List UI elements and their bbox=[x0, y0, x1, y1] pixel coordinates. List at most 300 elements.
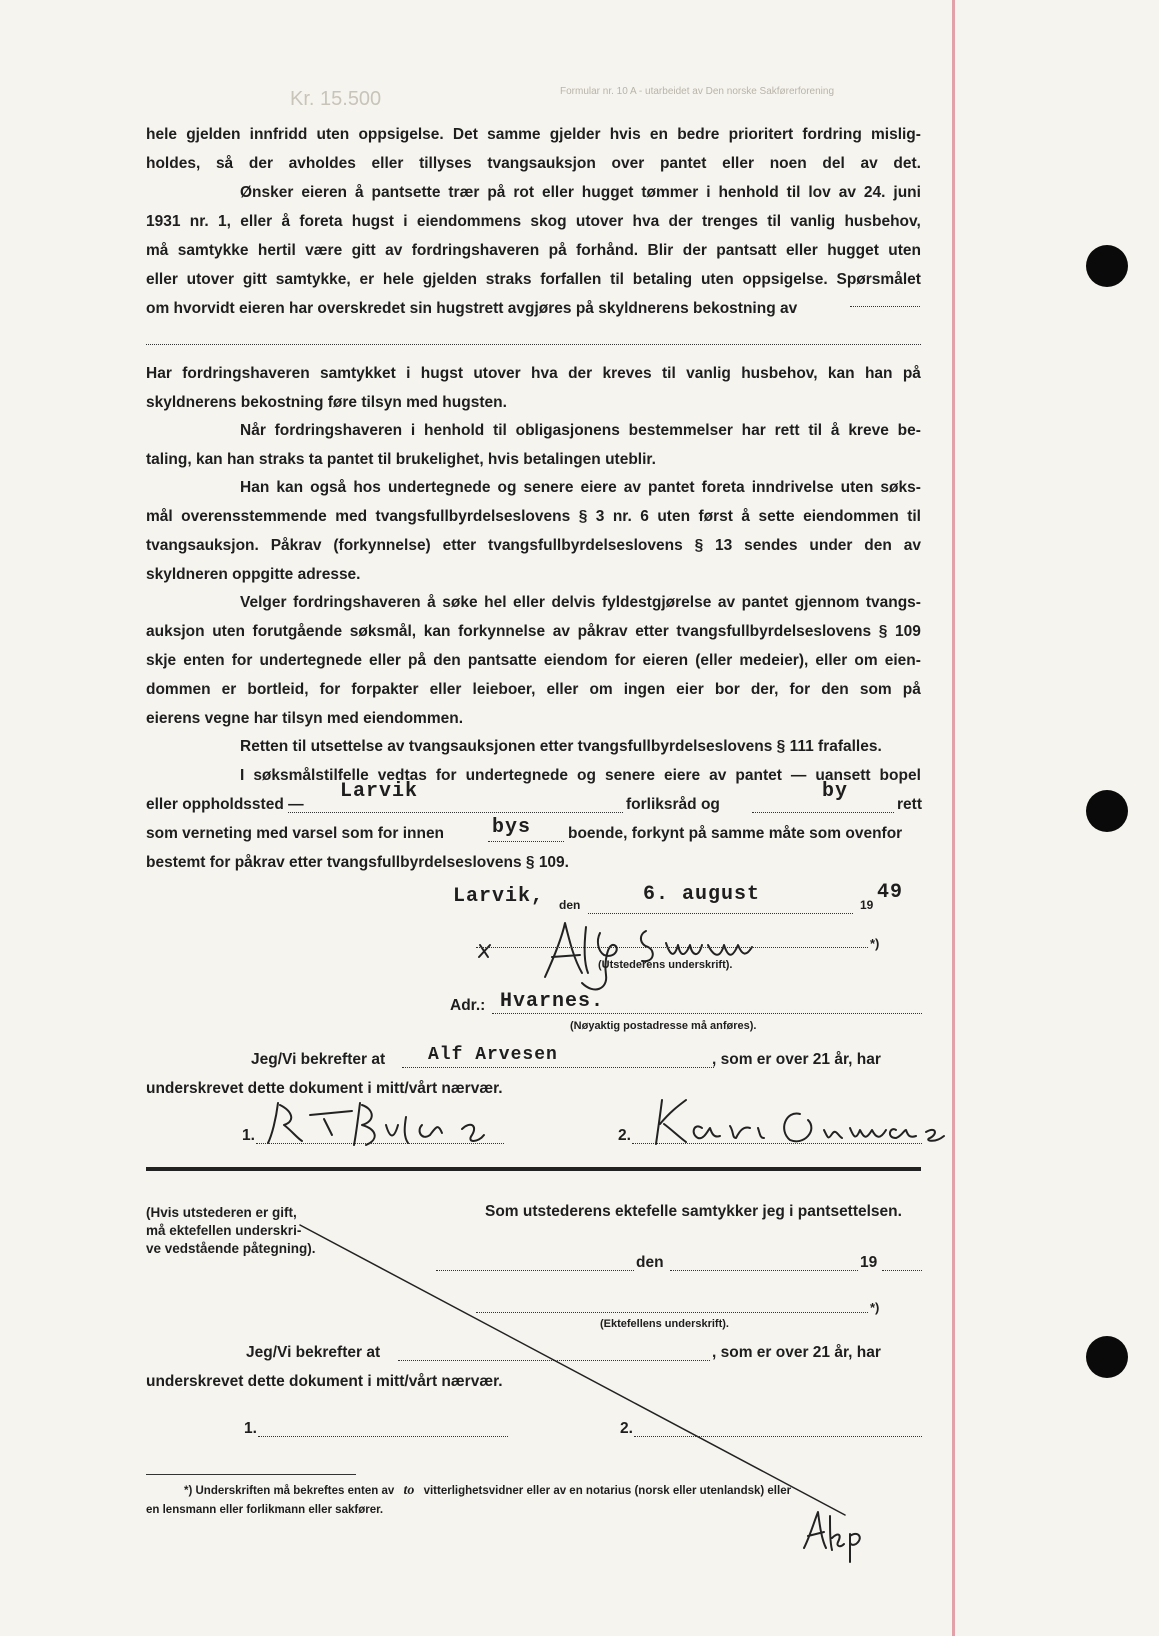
word: uten bbox=[888, 242, 921, 259]
word: fordringshaveren bbox=[411, 242, 540, 259]
venue-suffix: rett bbox=[897, 796, 922, 813]
word: pantsette bbox=[371, 184, 441, 201]
word: delvis bbox=[551, 594, 596, 611]
justified-line bbox=[146, 502, 921, 531]
word: den bbox=[821, 681, 849, 698]
word: har bbox=[741, 422, 766, 439]
word: eller bbox=[541, 184, 574, 201]
word: pantet bbox=[648, 479, 695, 496]
word: over bbox=[611, 155, 645, 172]
word: foreta bbox=[701, 479, 745, 496]
word: henhold bbox=[718, 184, 779, 201]
word: senere bbox=[604, 767, 655, 784]
word: hugst bbox=[420, 365, 463, 382]
word: hertil bbox=[257, 242, 296, 259]
witness-number: 1. bbox=[242, 1127, 255, 1144]
word: han bbox=[864, 365, 893, 382]
word: § bbox=[694, 537, 704, 554]
word: pantet bbox=[735, 767, 782, 784]
spouse-witness-number: 1. bbox=[244, 1420, 257, 1437]
word: hos bbox=[353, 479, 381, 496]
footnote-line: en lensmann eller forlikmann eller sakfører. bbox=[146, 1504, 384, 1516]
venue-line2b: boende, forkynt på samme måte som ovenfor bbox=[568, 825, 903, 842]
word: etter bbox=[442, 537, 477, 554]
word: fordringshaveren bbox=[293, 594, 421, 611]
word: eller bbox=[429, 681, 462, 698]
word: bopel bbox=[879, 767, 921, 784]
year-prefix: 19 bbox=[860, 898, 874, 912]
word: utover bbox=[575, 213, 624, 230]
word: Ønsker bbox=[240, 184, 294, 201]
word: straks bbox=[485, 271, 532, 288]
word: mislig- bbox=[870, 126, 921, 143]
word: for bbox=[319, 681, 341, 698]
word: henhold bbox=[424, 422, 485, 439]
word: for bbox=[435, 767, 457, 784]
word: oppsigelse. bbox=[358, 126, 444, 143]
word: gjelder bbox=[549, 126, 601, 143]
word: i bbox=[410, 422, 416, 439]
word: eller bbox=[146, 271, 178, 288]
word: eiendom bbox=[543, 652, 608, 669]
word: med bbox=[335, 508, 368, 525]
word: å bbox=[354, 184, 364, 201]
paragraph-5 bbox=[146, 473, 921, 589]
issuer-signature-label: (Utstederens underskrift). bbox=[598, 959, 733, 971]
word: prioritert bbox=[728, 126, 794, 143]
word: å bbox=[741, 508, 751, 525]
word: dommen bbox=[146, 681, 211, 698]
justified-line bbox=[146, 178, 921, 207]
justified-line bbox=[146, 207, 921, 236]
word: er bbox=[221, 681, 237, 698]
word: forfallen bbox=[540, 271, 602, 288]
word: i bbox=[706, 184, 711, 201]
justified-line bbox=[146, 149, 921, 178]
word: den bbox=[433, 652, 461, 669]
word: eller bbox=[815, 652, 848, 669]
word: på bbox=[487, 184, 506, 201]
word: søksmålstilfelle bbox=[253, 767, 369, 784]
word: eller bbox=[785, 242, 818, 259]
word: uansett bbox=[815, 767, 871, 784]
justified-line bbox=[146, 265, 921, 294]
word: skog bbox=[530, 213, 567, 230]
den-label: den bbox=[559, 898, 581, 912]
word: 1, bbox=[218, 213, 231, 230]
word: uten bbox=[700, 271, 734, 288]
word: på bbox=[408, 652, 427, 669]
word: om bbox=[854, 652, 878, 669]
word: hugst bbox=[351, 213, 394, 230]
word: § bbox=[878, 623, 888, 640]
blank-line bbox=[288, 812, 623, 813]
word: husbehov, bbox=[844, 213, 921, 230]
word: der bbox=[682, 242, 707, 259]
blank-line bbox=[488, 841, 564, 842]
word: holdes, bbox=[146, 155, 201, 172]
justified-line bbox=[146, 416, 921, 445]
initials-mark bbox=[800, 1508, 870, 1558]
word: søks- bbox=[880, 479, 921, 496]
word: undertegnede bbox=[387, 479, 491, 496]
word: utover bbox=[473, 365, 521, 382]
blank-line bbox=[492, 1013, 922, 1014]
justified-line bbox=[146, 236, 921, 265]
adr-label: Adr.: bbox=[450, 997, 486, 1014]
blank-line bbox=[476, 947, 868, 948]
spouse-consent: Som utstederens ektefelle samtykker jeg i pantsettelsen. bbox=[485, 1203, 902, 1220]
spouse-den-label: den bbox=[636, 1254, 664, 1271]
word: der bbox=[668, 213, 693, 230]
word: rett bbox=[774, 422, 800, 439]
word: tvangsfullbyrdelseslovens bbox=[488, 537, 683, 554]
word: eiere bbox=[663, 767, 701, 784]
word: eier bbox=[676, 681, 704, 698]
word: en bbox=[649, 126, 669, 143]
word: pantet bbox=[659, 155, 707, 172]
word: den bbox=[864, 537, 892, 554]
spouse-footnote-marker: *) bbox=[870, 1300, 880, 1315]
word: eller bbox=[240, 213, 273, 230]
witness-2-signature bbox=[640, 1090, 940, 1150]
word: på bbox=[548, 242, 567, 259]
word: enten bbox=[183, 652, 225, 669]
word: Har bbox=[146, 365, 172, 382]
word: søksmål, bbox=[349, 623, 417, 640]
word: være bbox=[305, 242, 343, 259]
word: hvis bbox=[609, 126, 641, 143]
spouse-signature-label: (Ektefellens underskrift). bbox=[600, 1318, 729, 1330]
word: av bbox=[709, 767, 727, 784]
word: bor bbox=[714, 681, 740, 698]
punch-hole bbox=[1086, 245, 1128, 287]
word: og bbox=[497, 479, 517, 496]
word: forkynnelse bbox=[458, 623, 546, 640]
word: samtykket bbox=[320, 365, 396, 382]
text-line: skyldneren oppgitte adresse. bbox=[146, 566, 361, 583]
witness-number: 2. bbox=[618, 1127, 631, 1144]
word: Det bbox=[452, 126, 478, 143]
word: pantsatte bbox=[467, 652, 537, 669]
word: gitt bbox=[351, 242, 376, 259]
paragraph-4 bbox=[146, 416, 921, 474]
word: samtykke bbox=[177, 242, 249, 259]
word: nr. bbox=[189, 213, 209, 230]
word: til bbox=[661, 365, 676, 382]
word: (forkynnelse) bbox=[333, 537, 431, 554]
footnote-rule bbox=[146, 1474, 356, 1475]
word: først bbox=[698, 508, 733, 525]
word: be- bbox=[897, 422, 921, 439]
word: I bbox=[240, 767, 245, 784]
word: av bbox=[903, 537, 921, 554]
text-line: skyldnerens bekostning føre tilsyn med hugsten. bbox=[146, 394, 507, 411]
blank-line bbox=[402, 1067, 714, 1068]
word: uten bbox=[316, 126, 350, 143]
word: for bbox=[231, 652, 253, 669]
word: eiendommens bbox=[416, 213, 522, 230]
blank-line bbox=[850, 306, 920, 307]
word: hele bbox=[382, 271, 414, 288]
word: av bbox=[385, 242, 403, 259]
word: der bbox=[568, 365, 593, 382]
paragraph-7 bbox=[146, 732, 921, 761]
word: forutgående bbox=[252, 623, 343, 640]
word: der bbox=[248, 155, 273, 172]
word: under bbox=[809, 537, 853, 554]
word: kreves bbox=[602, 365, 652, 382]
word: vanlig bbox=[790, 213, 836, 230]
word: søke bbox=[442, 594, 478, 611]
word: til bbox=[493, 422, 507, 439]
word: 3 bbox=[595, 508, 605, 525]
word: fordringshaveren bbox=[182, 365, 310, 382]
paragraph-8 bbox=[146, 761, 921, 790]
issuer-signature bbox=[470, 915, 800, 995]
word: oppsigelse. bbox=[742, 271, 828, 288]
word: kan bbox=[423, 623, 451, 640]
word: § bbox=[578, 508, 588, 525]
text-line: Retten til utsettelse av tvangsauksjonen etter tvangsfullbyrdelseslovens § 111 frafalles. bbox=[240, 738, 882, 755]
cancellation-stroke bbox=[300, 1225, 860, 1525]
word: i bbox=[406, 365, 411, 382]
word: er bbox=[359, 271, 375, 288]
word: 6 bbox=[640, 508, 649, 525]
word: Velger bbox=[240, 594, 287, 611]
blank-line bbox=[882, 1270, 922, 1271]
word: tvangsfullbyrdelseslovens bbox=[375, 508, 571, 525]
word: å bbox=[427, 594, 436, 611]
word: eller bbox=[371, 155, 404, 172]
word: eller bbox=[722, 155, 755, 172]
word: (eller bbox=[695, 652, 733, 669]
justified-line bbox=[146, 359, 921, 388]
justified-line bbox=[146, 588, 921, 617]
word: også bbox=[310, 479, 347, 496]
word: på bbox=[902, 681, 921, 698]
word: undertegnede bbox=[465, 767, 569, 784]
word: av bbox=[717, 594, 736, 611]
justified-line bbox=[146, 646, 921, 675]
witness-suffix: , som er over 21 år, har bbox=[712, 1051, 881, 1068]
justified-line bbox=[146, 531, 921, 560]
word: eiere bbox=[580, 479, 617, 496]
justified-line bbox=[146, 761, 921, 790]
word: Han bbox=[240, 479, 270, 496]
witness-prefix: Jeg/Vi bekrefter at bbox=[251, 1051, 386, 1068]
stamp-text: Kr. 15.500 bbox=[290, 88, 382, 110]
word: hugget bbox=[581, 184, 634, 201]
word: uten bbox=[840, 479, 874, 496]
footnote-marker: *) bbox=[870, 936, 880, 951]
word: det. bbox=[893, 155, 921, 172]
word: utover bbox=[186, 271, 235, 288]
word: bestemmelser bbox=[628, 422, 733, 439]
punch-hole bbox=[1086, 1336, 1128, 1378]
word: tvangsfullbyrdelseslovens bbox=[676, 623, 872, 640]
word: sette bbox=[758, 508, 795, 525]
word: må bbox=[146, 242, 169, 259]
word: eieren bbox=[301, 184, 348, 201]
word: skje bbox=[146, 652, 177, 669]
word: bortleid, bbox=[247, 681, 309, 698]
word: noen bbox=[769, 155, 807, 172]
word: uten bbox=[657, 508, 691, 525]
section-divider bbox=[146, 1167, 921, 1171]
footnote-line: *) Underskriften må bekreftes enten av to vitterlighetsvidner eller av en notarius (norsk eller utenlandsk) eller bbox=[184, 1483, 792, 1498]
word: tvangsauksjon. bbox=[146, 537, 259, 554]
word: bedre bbox=[677, 126, 720, 143]
blank-line bbox=[146, 344, 921, 345]
blank-line bbox=[588, 913, 853, 914]
spouse-witness-number: 2. bbox=[620, 1420, 633, 1437]
witness-line2: underskrevet dette dokument i mitt/vårt nærvær. bbox=[146, 1080, 503, 1097]
spouse-note: (Hvis utstederen er gift, må ektefellen underskri- ve vedstående påtegning). bbox=[146, 1205, 316, 1256]
word: 1931 bbox=[146, 213, 181, 230]
word: innfridd bbox=[249, 126, 308, 143]
justified-line bbox=[146, 120, 921, 149]
word: eller bbox=[513, 594, 545, 611]
word: gjelden bbox=[422, 271, 477, 288]
word: å bbox=[281, 213, 291, 230]
word: del bbox=[822, 155, 845, 172]
word: pantsatt bbox=[716, 242, 777, 259]
word: påkrav bbox=[577, 623, 628, 640]
word: 109 bbox=[894, 623, 921, 640]
word: til bbox=[767, 213, 782, 230]
word: husbehov, bbox=[741, 365, 818, 382]
word: vanlig bbox=[686, 365, 731, 382]
word: hele bbox=[146, 126, 178, 143]
word: hel bbox=[484, 594, 507, 611]
word: mål bbox=[146, 508, 173, 525]
red-margin-line bbox=[952, 0, 955, 1636]
word: Påkrav bbox=[270, 537, 322, 554]
word: trær bbox=[448, 184, 480, 201]
venue-fill: bys bbox=[492, 816, 532, 839]
word: av bbox=[838, 184, 856, 201]
address-note: (Nøyaktig postadresse må anføres). bbox=[570, 1020, 757, 1032]
word: kreve bbox=[848, 422, 889, 439]
signing-date: 6. august bbox=[643, 883, 761, 906]
word: medeier), bbox=[739, 652, 809, 669]
word: eieren bbox=[642, 652, 689, 669]
word: foreta bbox=[299, 213, 343, 230]
venue-prefix: eller oppholdssted — bbox=[146, 796, 304, 813]
word: av bbox=[552, 623, 570, 640]
justified-line bbox=[146, 675, 921, 704]
word: eien- bbox=[884, 652, 921, 669]
word: til bbox=[786, 184, 801, 201]
word: av bbox=[623, 479, 641, 496]
word: tømmer bbox=[641, 184, 699, 201]
word: senere bbox=[523, 479, 574, 496]
word: av bbox=[860, 155, 878, 172]
word: til bbox=[907, 508, 921, 525]
signing-place: Larvik, bbox=[453, 885, 545, 908]
word: å bbox=[830, 422, 840, 439]
word: fyldestgjørelse bbox=[601, 594, 712, 611]
word: ingen bbox=[623, 681, 666, 698]
justified-line bbox=[146, 617, 921, 646]
word: om bbox=[589, 681, 613, 698]
word: trenges bbox=[701, 213, 758, 230]
word: betaling bbox=[632, 271, 693, 288]
blank-line bbox=[752, 812, 894, 813]
word: sendes bbox=[744, 537, 798, 554]
paragraph-2 bbox=[146, 178, 921, 323]
word: kan bbox=[827, 365, 855, 382]
word: tvangs- bbox=[865, 594, 921, 611]
word: gitt bbox=[242, 271, 267, 288]
word: Når bbox=[240, 422, 266, 439]
text-line: taling, kan han straks ta pantet til brukelighet, hvis betalingen uteblir. bbox=[146, 451, 656, 468]
venue-line2a: som verneting med varsel som for innen bbox=[146, 825, 445, 842]
word: kan bbox=[276, 479, 304, 496]
word: vedtas bbox=[377, 767, 427, 784]
word: fordringshaveren bbox=[274, 422, 403, 439]
word: og bbox=[577, 767, 596, 784]
word: auksjon bbox=[146, 623, 205, 640]
spouse-witness-suffix: , som er over 21 år, har bbox=[712, 1344, 881, 1361]
witness-name: Alf Arvesen bbox=[428, 1045, 558, 1065]
word: eller bbox=[546, 681, 579, 698]
word: tillyses bbox=[419, 155, 472, 172]
justified-line bbox=[146, 473, 921, 502]
word: avholdes bbox=[288, 155, 356, 172]
word: undertegnede bbox=[259, 652, 362, 669]
word: fordring bbox=[802, 126, 862, 143]
word: — bbox=[790, 767, 807, 784]
spouse-year-prefix: 19 bbox=[860, 1254, 878, 1271]
paragraph-6 bbox=[146, 588, 921, 733]
word: rot bbox=[513, 184, 535, 201]
word: juni bbox=[893, 184, 921, 201]
word: pantet bbox=[741, 594, 789, 611]
address: Hvarnes. bbox=[500, 990, 605, 1013]
word: overensstemmende bbox=[181, 508, 327, 525]
word: tvangsauksjon bbox=[487, 155, 596, 172]
word: Spørsmålet bbox=[836, 271, 921, 288]
venue-mid: forliksråd og bbox=[626, 796, 720, 813]
word: hva bbox=[531, 365, 558, 382]
court-type: by bbox=[822, 780, 849, 803]
spouse-witness-line2: underskrevet dette dokument i mitt/vårt nærvær. bbox=[146, 1373, 503, 1390]
word: lov bbox=[808, 184, 831, 201]
word: til bbox=[610, 271, 624, 288]
word: 13 bbox=[715, 537, 733, 554]
venue-line3: bestemt for påkrav etter tvangsfullbyrdelseslovens § 109. bbox=[146, 854, 569, 871]
word: gjelden bbox=[186, 126, 241, 143]
word: forpakter bbox=[351, 681, 419, 698]
word: inndrivelse bbox=[751, 479, 834, 496]
word: 24. bbox=[863, 184, 886, 201]
word: på bbox=[902, 365, 921, 382]
word: der, bbox=[750, 681, 779, 698]
word: eller bbox=[369, 652, 401, 669]
word: obligasjonens bbox=[515, 422, 620, 439]
word: leieboer, bbox=[472, 681, 536, 698]
court-place: Larvik bbox=[340, 780, 419, 803]
word: så bbox=[215, 155, 234, 172]
word: forhånd. bbox=[576, 242, 639, 259]
witness-1-signature bbox=[262, 1095, 512, 1155]
word: hva bbox=[632, 213, 660, 230]
word: i bbox=[403, 213, 408, 230]
print-notice: Formular nr. 10 A - utarbeidet av Den norske Sakførerforening bbox=[560, 86, 835, 97]
punch-hole bbox=[1086, 790, 1128, 832]
